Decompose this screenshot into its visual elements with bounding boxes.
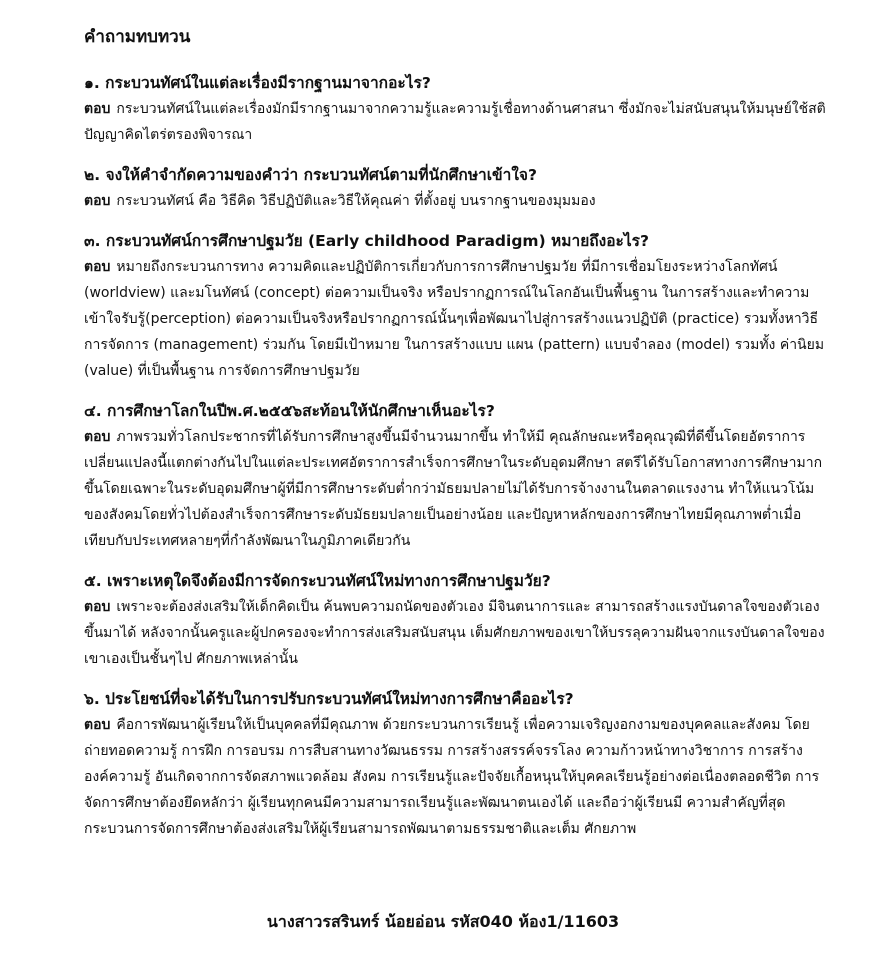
answer-text: คือการพัฒนาผู้เรียนให้เป็นบุคคลที่มีคุณภาพ ด้วยกระบวนการเรียนรู้ เพื่อความเจริญงอกงามของบุคคลและสังคม โดยถ่ายทอดความรู้ การฝึก การอบรม การสืบสานทางวัฒนธรรม การสร้างสรรค์จรรโลง ความก้าวหน้าทางวิชาการ การสร้างองค์ความรู้ อันเกิดจากการจัดสภาพแวดล้อม สังคม การเรียนรู้และปัจจัยเกื้อหนุนให้บุคคลเรียนรู้อย่างต่อเนื่องตลอดชีวิต การจัดการศึกษาต้องยึดหลักว่า ผู้เรียนทุกคนมีความสามารถเรียนรู้และพัฒนาตนเองได้ และถือว่าผู้เรียนมี ความสำคัญที่สุด กระบวนการจัดการศึกษาต้องส่งเสริมให้ผู้เรียนสามารถพัฒนาตามธรรมชาติและเต็ม ศักยภาพ	[84, 717, 820, 837]
answer-1	[84, 96, 826, 148]
qa-item-5	[84, 568, 826, 672]
question-2: ๒. จงให้คำจำกัดความของคำว่า กระบวนทัศน์ตามที่นักศึกษาเข้าใจ?	[84, 166, 537, 184]
answer-5	[84, 594, 826, 672]
qa-item-2	[84, 162, 826, 214]
page-title: คำถามทบทวน	[84, 27, 191, 47]
answer-text: กระบวนทัศน์ คือ วิธีคิด วิธีปฏิบัติและวิธีให้คุณค่า ที่ตั้งอยู่ บนรากฐานของมุมมอง	[116, 193, 596, 209]
answer-label: ตอบ	[84, 717, 111, 733]
question-3: ๓. กระบวนทัศน์การศึกษาปฐมวัย (Early childhood Paradigm) หมายถึงอะไร?	[84, 232, 649, 250]
answer-label: ตอบ	[84, 259, 111, 275]
answer-text: เพราะจะต้องส่งเสริมให้เด็กคิดเป็น ค้นพบความถนัดของตัวเอง มีจินตนาการและ สามารถสร้างแรงบันดาลใจของตัวเองขึ้นมาได้ หลังจากนั้นครูและผู้ปกครองจะทำการส่งเสริมสนับสนุน เต็มศักยภาพของเขาให้บรรลุความฝันจากแรงบันดาลใจของเขาเองเป็นชั้นๆไป ศักยภาพเหล่านั้น	[84, 599, 825, 667]
question-5: ๕. เพราะเหตุใดจึงต้องมีการจัดกระบวนทัศน์ใหม่ทางการศึกษาปฐมวัย?	[84, 572, 551, 590]
answer-3	[84, 254, 826, 384]
answer-text: กระบวนทัศน์ในแต่ละเรื่องมักมีรากฐานมาจากความรู้และความรู้เชื่อทางด้านศาสนา ซึ่งมักจะไม่สนับสนุนให้มนุษย์ใช้สติปัญญาคิดไตร่ตรองพิจารณา	[84, 101, 826, 143]
question-4: ๔. การศึกษาโลกในปีพ.ศ.๒๕๕๖สะท้อนให้นักศึกษาเห็นอะไร?	[84, 402, 495, 420]
answer-6	[84, 712, 826, 842]
author-signature-line: นางสาวรสรินทร์ น้อยอ่อน รหัส040 ห้อง1/11603	[266, 912, 620, 931]
answer-text: หมายถึงกระบวนการทาง ความคิดและปฏิบัติการเกี่ยวกับการการศึกษาปฐมวัย ที่มีการเชื่อมโยงระหว่างโลกทัศน์ (worldview) และมโนทัศน์ (concept) ต่อความเป็นจริง หรือปรากฏการณ์ในโลกอันเป็นพื้นฐาน ในการสร้างและทำความเข้าใจรับรู้(perception) ต่อความเป็นจริงหรือปรากฏการณ์นั้นๆเพื่อพัฒนาไปสู่การสร้างแนวปฏิบัติ (practice) รวมทั้งหาวิธีการจัดการ (management) ร่วมกัน โดยมีเป้าหมาย ในการสร้างแบบ แผน (pattern) แบบจำลอง (model) รวมทั้ง ค่านิยม (value) ที่เป็นพื้นฐาน การจัดการศึกษาปฐมวัย	[84, 259, 825, 379]
answer-label: ตอบ	[84, 429, 111, 445]
qa-item-1	[84, 70, 826, 148]
qa-item-3	[84, 228, 826, 384]
answer-label: ตอบ	[84, 101, 111, 117]
question-1: ๑. กระบวนทัศน์ในแต่ละเรื่องมีรากฐานมาจากอะไร?	[84, 74, 431, 92]
answer-label: ตอบ	[84, 599, 111, 615]
qa-item-4	[84, 398, 826, 554]
answer-4	[84, 424, 826, 554]
answer-2	[84, 188, 826, 214]
answer-label: ตอบ	[84, 193, 111, 209]
answer-text: ภาพรวมทั่วโลกประชากรที่ได้รับการศึกษาสูงขึ้นมีจำนวนมากขึ้น ทำให้มี คุณลักษณะหรือคุณวุฒิที่ดีขึ้นโดยอัตราการเปลี่ยนแปลงนี้แตกต่างกันไปในแต่ละประเทศอัตราการสำเร็จการศึกษาในระดับอุดมศึกษา สตรีได้รับโอกาสทางการศึกษามากขึ้นโดยเฉพาะในระดับอุดมศึกษาผู้ที่มีการศึกษาระดับต่ำกว่ามัธยมปลายไม่ได้รับการจ้างงานในตลาดแรงงาน ทำให้แนวโน้มของสังคมโดยทั่วไปต้องสำเร็จการศึกษาระดับมัธยมปลายเป็นอย่างน้อย และปัญหาหลักของการศึกษาไทยมีคุณภาพต่ำเมื่อเทียบกับประเทศหลายๆที่กำลังพัฒนาในภูมิภาคเดียวกัน	[84, 429, 823, 549]
qa-item-6	[84, 686, 826, 842]
question-6: ๖. ประโยชน์ที่จะได้รับในการปรับกระบวนทัศน์ใหม่ทางการศึกษาคืออะไร?	[84, 690, 574, 708]
